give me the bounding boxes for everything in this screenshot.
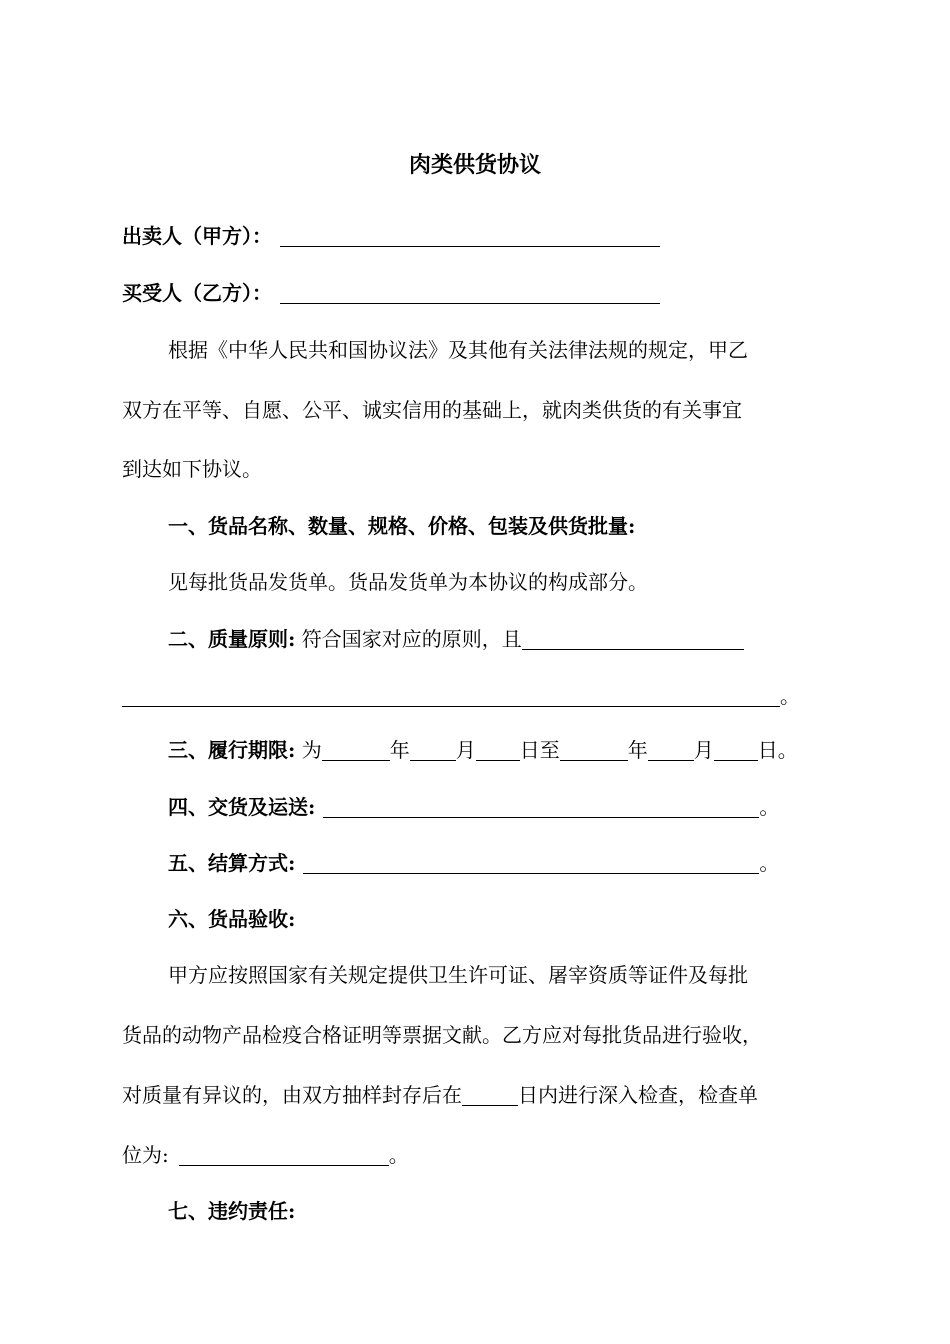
section-1-text: 见每批货品发货单。货品发货单为本协议的构成部分。 — [168, 570, 648, 594]
section-2-heading: 二、质量原则: — [168, 627, 296, 651]
section-4-line — [168, 795, 779, 819]
inspection-unit-blank — [179, 1145, 389, 1166]
period-mark-3: 。 — [759, 851, 780, 875]
buyer-blank — [280, 283, 660, 304]
s3-year: 年 — [389, 738, 410, 762]
section-6-para-2: 货品的动物产品检疫合格证明等票据文献。乙方应对每批货品进行验收， — [122, 1023, 762, 1047]
intro-line-2: 双方在平等、自愿、公平、诚实信用的基础上，就肉类供货的有关事宜 — [122, 398, 742, 422]
s3-day: 日。 — [757, 738, 798, 762]
seller-label: 出卖人（甲方）： — [122, 224, 272, 248]
s3-month-2: 月 — [693, 738, 714, 762]
section-6-para-3 — [122, 1083, 758, 1107]
end-month-blank — [648, 740, 694, 761]
s6-p3a: 对质量有异议的，由双方抽样封存后在 — [122, 1083, 462, 1107]
start-day-blank — [476, 740, 520, 761]
quality-blank-1 — [522, 629, 744, 650]
period-mark-4: 。 — [388, 1143, 409, 1167]
section-1-heading: 一、货品名称、数量、规格、价格、包装及供货批量: — [168, 514, 636, 538]
section-7-heading: 七、违约责任: — [168, 1199, 296, 1223]
section-6-para-4 — [122, 1143, 409, 1167]
settlement-blank — [303, 853, 759, 874]
section-2-line — [168, 627, 744, 651]
period-mark-2: 。 — [759, 795, 780, 819]
document-title: 肉类供货协议 — [408, 152, 541, 178]
delivery-blank — [323, 797, 759, 818]
intro-line-1: 根据《中华人民共和国协议法》及其他有关法律法规的规定，甲乙 — [168, 338, 748, 362]
period-mark: 。 — [780, 684, 800, 708]
seller-line — [122, 224, 660, 248]
section-6-para-1: 甲方应按照国家有关规定提供卫生许可证、屠宰资质等证件及每批 — [168, 963, 748, 987]
section-3-line — [168, 738, 798, 762]
quality-blank-2 — [122, 686, 780, 707]
buyer-label: 买受人（乙方）： — [122, 281, 272, 305]
section-2-text: 符合国家对应的原则，且 — [301, 627, 522, 651]
start-year-blank — [322, 740, 390, 761]
s3-year-2: 年 — [627, 738, 648, 762]
end-day-blank — [714, 740, 758, 761]
inspection-days-blank — [462, 1085, 518, 1106]
section-6-heading: 六、货品验收: — [168, 907, 296, 931]
s3-wei: 为 — [301, 738, 322, 762]
seller-blank — [280, 226, 660, 247]
buyer-line — [122, 281, 660, 305]
section-5-heading: 五、结算方式: — [168, 851, 296, 875]
section-4-heading: 四、交货及运送: — [168, 795, 316, 819]
intro-line-3: 到达如下协议。 — [122, 457, 262, 481]
section-2-line-2 — [122, 684, 800, 708]
section-3-heading: 三、履行期限: — [168, 738, 296, 762]
s3-day-to: 日至 — [519, 738, 560, 762]
end-year-blank — [560, 740, 628, 761]
s3-month: 月 — [455, 738, 476, 762]
s6-p4: 位为: — [122, 1143, 169, 1167]
section-5-line — [168, 851, 779, 875]
start-month-blank — [410, 740, 456, 761]
s6-p3b: 日内进行深入检查，检查单 — [518, 1083, 758, 1107]
